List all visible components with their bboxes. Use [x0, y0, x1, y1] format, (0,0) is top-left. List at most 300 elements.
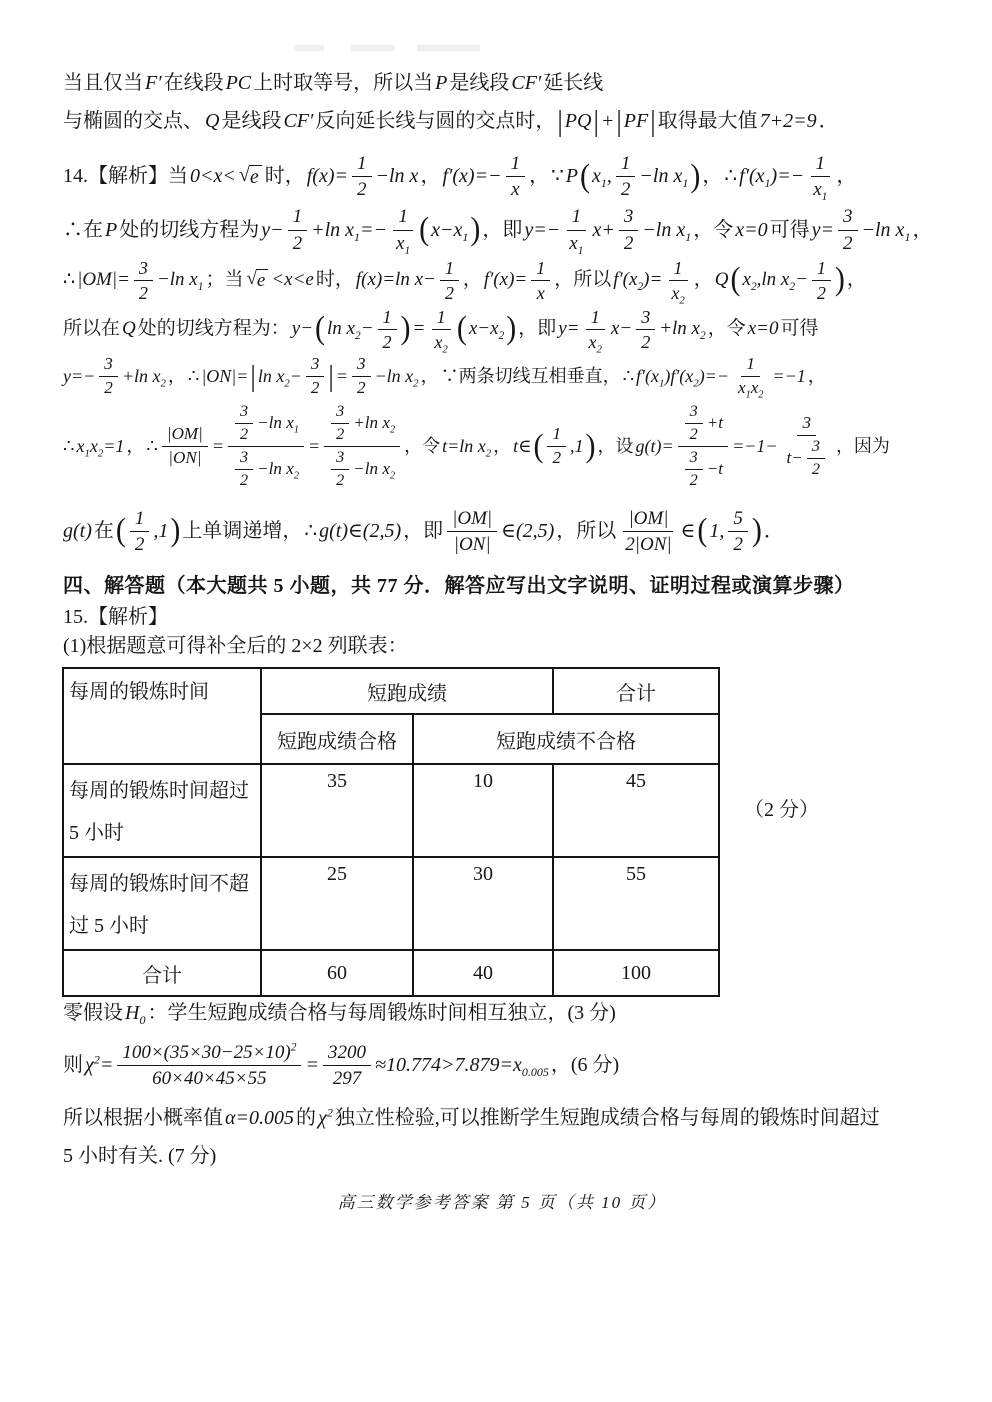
- math: 1,: [709, 519, 725, 542]
- fraction: [685, 402, 703, 445]
- math: =: [412, 318, 426, 340]
- bracket: (: [580, 158, 591, 194]
- cell-value: 35: [261, 764, 413, 857]
- bracket: |: [328, 359, 334, 392]
- math: y=: [558, 318, 580, 340]
- math: 2: [357, 179, 367, 201]
- text: ∵两条切线互相垂直，: [440, 365, 621, 386]
- math: −ln x: [375, 165, 419, 188]
- line-13-end-1: [62, 70, 942, 97]
- math: −ln $x_2$: [353, 458, 396, 482]
- text: ，: [420, 365, 439, 386]
- fraction: [678, 402, 728, 490]
- text: 上单调递增，: [182, 519, 303, 542]
- math: +t: [706, 413, 724, 433]
- math: $x-x_2$: [468, 318, 505, 343]
- bracket: ): [751, 512, 762, 549]
- math: 3: [240, 402, 249, 421]
- cell-value: 10: [413, 764, 553, 857]
- fraction: [235, 402, 253, 445]
- math: y−: [261, 218, 284, 241]
- bracket: (: [419, 211, 430, 248]
- table-row: [63, 857, 719, 950]
- math: CF′: [283, 110, 314, 132]
- math: $\approx 10.774>7.879=x_{0.005}$: [374, 1054, 549, 1080]
- text: 反向延长线与圆的交点时，: [315, 110, 556, 132]
- math: 3200: [327, 1042, 366, 1064]
- math: =: [307, 436, 321, 457]
- math: f(x)=ln x−: [355, 269, 436, 291]
- fraction: [378, 306, 397, 353]
- fraction: [162, 424, 208, 469]
- fraction: [331, 402, 349, 445]
- fraction: [440, 257, 459, 304]
- math: g(t): [63, 519, 92, 542]
- math: y=: [811, 218, 834, 241]
- text: 处的切线方程为: [119, 218, 260, 241]
- fraction: [619, 205, 639, 254]
- math: 2|ON|: [625, 533, 672, 555]
- fraction: [547, 424, 566, 469]
- math: +ln $x_2$: [353, 413, 396, 436]
- fraction: [324, 402, 400, 490]
- math: 3: [310, 353, 320, 373]
- radicand: e: [256, 269, 268, 291]
- math: 2: [811, 459, 820, 478]
- text: 则: [63, 1054, 83, 1077]
- math: x=0: [735, 218, 768, 241]
- math: 2: [382, 331, 392, 352]
- math: 3: [641, 306, 651, 327]
- math: x−: [610, 318, 633, 340]
- math: 2: [134, 533, 145, 555]
- bracket: ): [400, 310, 411, 347]
- text: 14.【解析】当: [63, 165, 188, 188]
- math: |OM|: [452, 507, 493, 529]
- cell-group-header: 短跑成绩: [261, 668, 553, 714]
- fraction: [429, 306, 452, 356]
- math: 3: [138, 257, 148, 278]
- text: 在线段: [163, 72, 224, 94]
- text: ，: [836, 165, 857, 188]
- text: ∴: [146, 436, 158, 457]
- math: 1: [292, 206, 303, 228]
- page-footer: 高三数学参考答案 第 5 页（共 10 页）: [337, 1193, 667, 1213]
- math: $x_1$: [813, 179, 828, 203]
- math: x+: [592, 218, 615, 241]
- fraction: [685, 448, 703, 491]
- math: 1: [398, 206, 408, 228]
- radical-sign: √: [246, 268, 257, 290]
- text: 四、解答题（本大题共 5 小题，共 77 分．解答应写出文字说明、证明过程或演算步骤）: [63, 575, 855, 598]
- math: x: [536, 282, 545, 303]
- cell-value: 60: [261, 950, 413, 996]
- sqrt-radical: [239, 165, 262, 188]
- bracket: |: [650, 104, 656, 138]
- math: +: [600, 110, 615, 132]
- text: ，: [126, 436, 145, 457]
- text: ，: [693, 269, 713, 291]
- math: 2: [733, 533, 743, 555]
- text: ．: [763, 519, 784, 542]
- cell-corner: 每周的锻炼时间: [63, 668, 261, 764]
- math: 1: [620, 153, 631, 174]
- text: ，: [462, 269, 482, 291]
- sqrt-radical: [246, 269, 268, 291]
- math: Q: [122, 318, 136, 340]
- fraction: [306, 354, 325, 399]
- text: ，所以: [556, 519, 617, 542]
- contingency-table-wrap: [62, 667, 819, 997]
- math: 2: [444, 282, 454, 303]
- math: 2: [689, 470, 698, 489]
- fraction: [636, 306, 655, 353]
- bracket: |: [593, 104, 599, 138]
- math: $x_1$: [396, 232, 411, 257]
- text: 零假设: [63, 1002, 123, 1025]
- fraction: [130, 507, 150, 556]
- text: ，: [846, 269, 866, 291]
- math: $\chi^2$: [318, 1105, 333, 1130]
- math: 1: [510, 153, 521, 174]
- math: y=−: [63, 365, 96, 386]
- bracket: (: [115, 512, 126, 549]
- solution-lines-top: [62, 70, 942, 660]
- math: ∈: [680, 519, 696, 542]
- math: F′: [145, 72, 162, 94]
- text: (1)根据题意可得补全后的 2×2 列联表：: [63, 635, 408, 658]
- bracket: (: [730, 261, 741, 298]
- text: 是线段: [449, 72, 510, 94]
- bracket: ): [170, 512, 181, 549]
- math: α=0.005: [225, 1107, 294, 1130]
- math: $100\times(35\times 30-25\times 10)^2$: [122, 1041, 297, 1064]
- math: <x<e: [271, 269, 314, 291]
- math: −ln $x_1$: [861, 218, 911, 244]
- row-label: 每周的锻炼时间不超过 5 小时: [63, 857, 261, 950]
- fraction: [352, 354, 371, 399]
- text: ，令: [693, 218, 734, 241]
- math: |OM|: [166, 424, 203, 444]
- math: y=−: [524, 218, 561, 241]
- math: 2: [620, 179, 631, 201]
- math: ∈(2,5): [501, 519, 555, 542]
- math: 297: [332, 1068, 362, 1090]
- math: −ln $x_1$: [642, 218, 692, 244]
- bracket: |: [250, 359, 256, 392]
- math: 2: [336, 425, 345, 444]
- bracket: ): [506, 310, 517, 347]
- cell-value: 100: [553, 950, 719, 996]
- text: ∴: [63, 269, 76, 291]
- fraction: [733, 354, 768, 399]
- math: $f'(x_2)=$: [613, 269, 663, 294]
- fraction: [391, 205, 415, 257]
- text: ，设: [597, 436, 634, 457]
- score-annotation: （2 分）: [744, 799, 819, 822]
- text: ，: [167, 365, 186, 386]
- math: −ln $x_1$: [257, 413, 299, 436]
- text: ，因为: [835, 436, 890, 457]
- math: g(t)∈(2,5): [319, 519, 402, 542]
- math: $f'(x_1)f'(x_2)=-$: [636, 365, 729, 390]
- fraction: [616, 152, 636, 201]
- fraction: [583, 306, 606, 356]
- math: 1: [816, 257, 826, 278]
- math: 2: [623, 232, 634, 254]
- math: 1: [673, 257, 683, 278]
- math: CF′: [511, 72, 542, 94]
- fraction: [807, 437, 825, 480]
- math: 2: [356, 377, 366, 397]
- math: P: [565, 165, 579, 188]
- fraction: [134, 257, 153, 304]
- text: 的: [296, 1107, 316, 1130]
- math: 2: [310, 377, 320, 397]
- line-14-6: [62, 402, 942, 490]
- math: $H_0$: [125, 1002, 146, 1028]
- text: ，: [420, 165, 441, 188]
- math: −ln $x_2$: [374, 365, 419, 390]
- math: +ln $x_2$: [121, 365, 166, 390]
- text: ，: [493, 436, 512, 457]
- fraction: [728, 507, 748, 556]
- math: 2: [641, 331, 651, 352]
- math: $\ln x_2-$: [257, 365, 302, 390]
- math: |OM|=: [77, 269, 130, 291]
- table-total-row: [63, 950, 719, 996]
- text: 所以在: [63, 318, 121, 340]
- math: =: [305, 1054, 319, 1077]
- math: =: [211, 436, 225, 457]
- line-15-h0: [62, 1000, 942, 1027]
- text: 取得最大值: [657, 110, 758, 132]
- math: 2: [138, 282, 148, 303]
- text: ：学生短跑成绩合格与每周锻炼时间相互独立，(3 分): [147, 1002, 616, 1025]
- cell-value: 40: [413, 950, 553, 996]
- fraction: [331, 448, 349, 491]
- math: $x_1$,: [592, 165, 612, 191]
- text: 延长线: [543, 72, 604, 94]
- math: y−: [291, 318, 314, 340]
- math: 60×40×45×55: [152, 1068, 267, 1090]
- math: |ON|=: [201, 365, 249, 386]
- bracket: |: [616, 104, 622, 138]
- fraction: [117, 1041, 301, 1090]
- math: $\chi^2=$: [85, 1052, 114, 1077]
- table-row: [63, 764, 719, 857]
- math: 1: [444, 257, 454, 278]
- math: 3: [843, 206, 853, 228]
- math: 2: [292, 232, 303, 254]
- math: =: [335, 365, 348, 386]
- line-14-7: [62, 507, 942, 556]
- math: |OM|: [628, 507, 669, 529]
- bracket: ): [470, 211, 481, 248]
- line-15-header: [62, 604, 942, 631]
- section-4-heading: [62, 573, 942, 600]
- text: 可得: [780, 318, 819, 340]
- bracket: ): [834, 261, 845, 298]
- math: P: [435, 72, 448, 94]
- line-14-1: [62, 152, 942, 201]
- contingency-table: [62, 667, 720, 997]
- fraction: [838, 205, 858, 254]
- text: ∴: [622, 365, 635, 386]
- text: 处的切线方程为：: [137, 318, 290, 340]
- fraction: [812, 257, 831, 304]
- text: ，即: [482, 218, 523, 241]
- cell-value: 30: [413, 857, 553, 950]
- cell-value: 55: [553, 857, 719, 950]
- text: 时，: [264, 165, 305, 188]
- math: $x_2,\ln$ $x_2-$: [742, 269, 808, 294]
- math: $f'(x_1)=-$: [739, 165, 805, 191]
- line-15-conclusion-1: [62, 1105, 942, 1132]
- math: ,1: [153, 519, 169, 542]
- math: f′(x)=: [483, 269, 528, 291]
- math: 2: [552, 448, 561, 468]
- math: 3: [811, 437, 820, 456]
- math: $x-x_1$: [431, 218, 469, 244]
- fraction: [447, 507, 497, 556]
- math: $\ln x_2-$: [327, 318, 374, 343]
- line-15-chi2: [62, 1041, 942, 1090]
- bracket: |: [557, 104, 563, 138]
- math: 1: [590, 306, 600, 327]
- fraction: [352, 152, 372, 201]
- fraction: [808, 152, 832, 201]
- text: ．: [818, 110, 839, 132]
- line-13-end-2: [62, 104, 942, 138]
- line-15-conclusion-2: [62, 1143, 942, 1170]
- line-14-3: [62, 257, 942, 307]
- radicand: e: [249, 165, 262, 188]
- math: 2: [689, 425, 698, 444]
- text: ∴: [304, 519, 318, 542]
- math: f(x)=: [306, 165, 348, 188]
- math: PQ: [564, 110, 592, 132]
- line-15-intro: [62, 633, 942, 660]
- math: f′(x)=−: [442, 165, 502, 188]
- cell-subheader-fail: 短跑成绩不合格: [413, 714, 719, 764]
- solution-lines-bottom: [62, 1000, 942, 1170]
- radical-sign: √: [238, 164, 250, 187]
- math: 3: [336, 448, 345, 467]
- math: 2: [240, 470, 249, 489]
- math: x=0: [747, 318, 779, 340]
- cell-total-header: 合计: [553, 668, 719, 714]
- line-14-4: [62, 306, 942, 356]
- text: ∴: [63, 436, 75, 457]
- math: PF: [623, 110, 649, 132]
- text: ∴在: [63, 218, 103, 241]
- math: 1: [382, 306, 392, 327]
- bracket: (: [697, 512, 708, 549]
- math: 5: [733, 507, 743, 529]
- math: 2: [816, 282, 826, 303]
- math: −ln $x_1$: [156, 269, 204, 294]
- bracket: (: [456, 310, 467, 347]
- math: −ln $x_2$: [257, 458, 299, 482]
- math: $x_1$: [569, 232, 584, 257]
- text: 时，: [315, 269, 354, 291]
- text: 所以根据小概率值: [63, 1107, 223, 1130]
- math: PC: [225, 72, 252, 94]
- math: 1: [571, 206, 582, 228]
- bracket: (: [533, 428, 544, 464]
- math: g(t)=: [635, 436, 674, 457]
- cell-value: 25: [261, 857, 413, 950]
- math: 3: [802, 413, 811, 433]
- cell-subheader-pass: 短跑成绩合格: [261, 714, 413, 764]
- fraction: [99, 354, 118, 399]
- text: ，即: [518, 318, 557, 340]
- text: ，: [529, 165, 550, 188]
- math: 3: [689, 402, 698, 421]
- fraction: [620, 507, 676, 556]
- math: 2: [336, 470, 345, 489]
- text: ∴: [724, 165, 738, 188]
- text: 是线段: [221, 110, 282, 132]
- text: ∵: [551, 165, 564, 188]
- text: 5 小时有关. (7 分): [63, 1145, 217, 1168]
- math: |ON|: [453, 533, 491, 555]
- math: 7+2=9: [759, 110, 817, 132]
- math: 1: [436, 306, 446, 327]
- text: 当且仅当: [63, 72, 143, 94]
- math: 3: [336, 402, 345, 421]
- fraction: [506, 152, 526, 201]
- text: ，: [807, 365, 826, 386]
- text: ∴: [187, 365, 200, 386]
- math: −t: [706, 458, 724, 478]
- math: 3: [240, 448, 249, 467]
- math: ,1: [570, 436, 584, 457]
- math: Q: [714, 269, 729, 291]
- math: 2: [104, 377, 113, 397]
- text: 15.【解析】: [63, 606, 168, 629]
- bracket: ): [690, 158, 701, 194]
- math: 1: [746, 353, 755, 373]
- line-14-5: [62, 354, 942, 399]
- math: 3: [104, 353, 113, 373]
- math: $x_2$: [434, 331, 448, 356]
- math: 3: [689, 448, 698, 467]
- cell-value: 45: [553, 764, 719, 857]
- row-label: 合计: [63, 950, 261, 996]
- math: x: [511, 179, 520, 201]
- line-14-2: [62, 205, 942, 257]
- math: t−: [786, 448, 803, 468]
- math: $x_2$: [588, 331, 602, 356]
- text: ，即: [403, 519, 444, 542]
- text: ；当: [205, 269, 244, 291]
- math: −ln $x_1$: [639, 165, 689, 191]
- math: 1: [536, 257, 546, 278]
- math: 1: [552, 424, 561, 444]
- text: ，令: [404, 436, 441, 457]
- text: 在: [93, 519, 114, 542]
- math: $x_2$: [671, 282, 685, 307]
- math: 1: [134, 507, 145, 529]
- text: 可得: [769, 218, 810, 241]
- math: +ln $x_2$: [659, 318, 706, 343]
- fraction: [323, 1041, 371, 1090]
- text: ，(6 分): [550, 1054, 620, 1077]
- math: 2: [843, 232, 853, 254]
- math: +ln $x_1=-$: [311, 218, 388, 244]
